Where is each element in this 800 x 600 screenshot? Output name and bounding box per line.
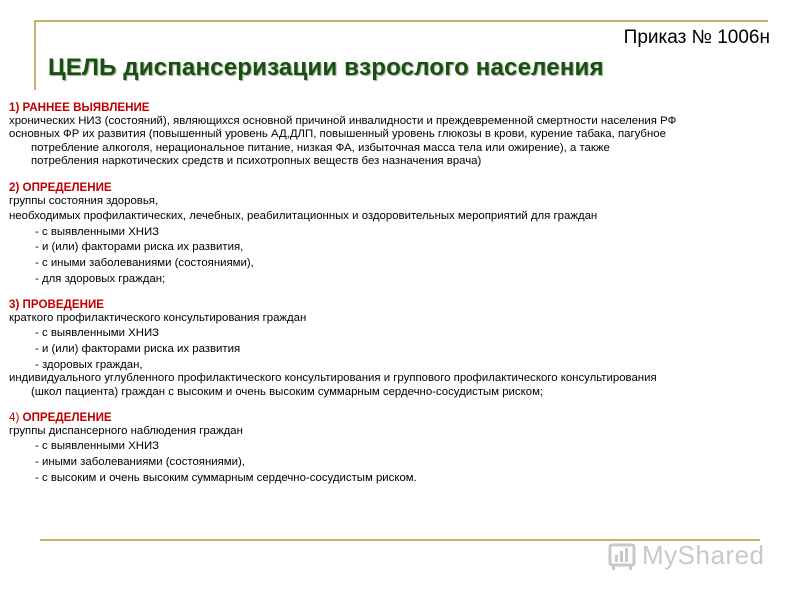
section-4-heading: [9, 411, 793, 425]
section-2-line-1: группы состояния здоровья,: [9, 194, 159, 207]
section-1-heading: [9, 101, 793, 115]
list-item: - и (или) факторами риска их развития,: [35, 241, 244, 254]
section-1-line-1: хронических НИЗ (состояний), являющихся основной причиной инвалидности и преждевременной смертности населения РФ: [9, 114, 677, 127]
frame-left-line: [34, 20, 36, 90]
watermark-logo: [608, 537, 765, 573]
section-4-title: ОПРЕДЕЛЕНИЕ: [22, 411, 112, 425]
list-item: - с высоким и очень высоким суммарным сердечно-сосудистым риском.: [35, 471, 417, 484]
section-4-number: 4): [9, 411, 20, 425]
section-3-line-1: краткого профилактического консультирования граждан: [9, 311, 307, 324]
frame-top-line: [34, 20, 768, 22]
section-3-title: ПРОВЕДЕНИЕ: [22, 298, 105, 312]
page-title: ЦЕЛЬ диспансеризации взрослого населения: [48, 54, 604, 81]
section-3-heading: [9, 298, 793, 312]
list-item: - с иными заболеваниями (состояниями),: [35, 256, 254, 269]
section-1-number: 1): [9, 101, 20, 114]
watermark-text: MyShared: [642, 539, 765, 570]
section-1-line-2c: потребления наркотических средств и психотропных веществ без назначения врача): [31, 155, 482, 168]
document-body: [9, 101, 793, 485]
section-4-line-1: группы диспансерного наблюдения граждан: [9, 424, 243, 437]
list-item: - с выявленными ХНИЗ: [35, 327, 160, 340]
section-3-line-2b: (школ пациента) граждан с высоким и очень высоким суммарным сердечно-сосудистым риском;: [31, 385, 544, 398]
section-1-line-2: основных ФР их развития (повышенный уровень АД,ДЛП, повышенный уровень глюкозы в крови, курение табака, пагубное: [9, 128, 666, 141]
section-3-number: 3): [9, 298, 20, 312]
section-3-line-2: индивидуального углубленного профилактического консультирования и группового профилактического консультирования: [9, 372, 657, 385]
list-item: - с выявленными ХНИЗ: [35, 225, 160, 238]
list-item: - для здоровых граждан;: [35, 272, 166, 285]
order-number: Приказ № 1006н: [623, 27, 770, 48]
section-1-title: РАННЕЕ ВЫЯВЛЕНИЕ: [22, 101, 150, 114]
list-item: - и (или) факторами риска их развития: [35, 342, 241, 355]
section-2-number: 2): [9, 180, 20, 194]
section-2-title: ОПРЕДЕЛЕНИЕ: [22, 180, 112, 194]
list-item: - с выявленными ХНИЗ: [35, 440, 160, 453]
section-1-line-2b: потребление алкоголя, нерациональное питание, низкая ФА, избыточная масса тела или ожирение), а также: [31, 141, 610, 154]
section-2-line-2: необходимых профилактических, лечебных, реабилитационных и оздоровительных мероприятий для граждан: [9, 210, 598, 223]
list-item: - здоровых граждан,: [35, 358, 143, 371]
list-item: - иными заболеваниями (состояниями),: [35, 456, 245, 469]
section-2-heading: [9, 181, 793, 195]
chart-logo-icon: [608, 539, 638, 571]
